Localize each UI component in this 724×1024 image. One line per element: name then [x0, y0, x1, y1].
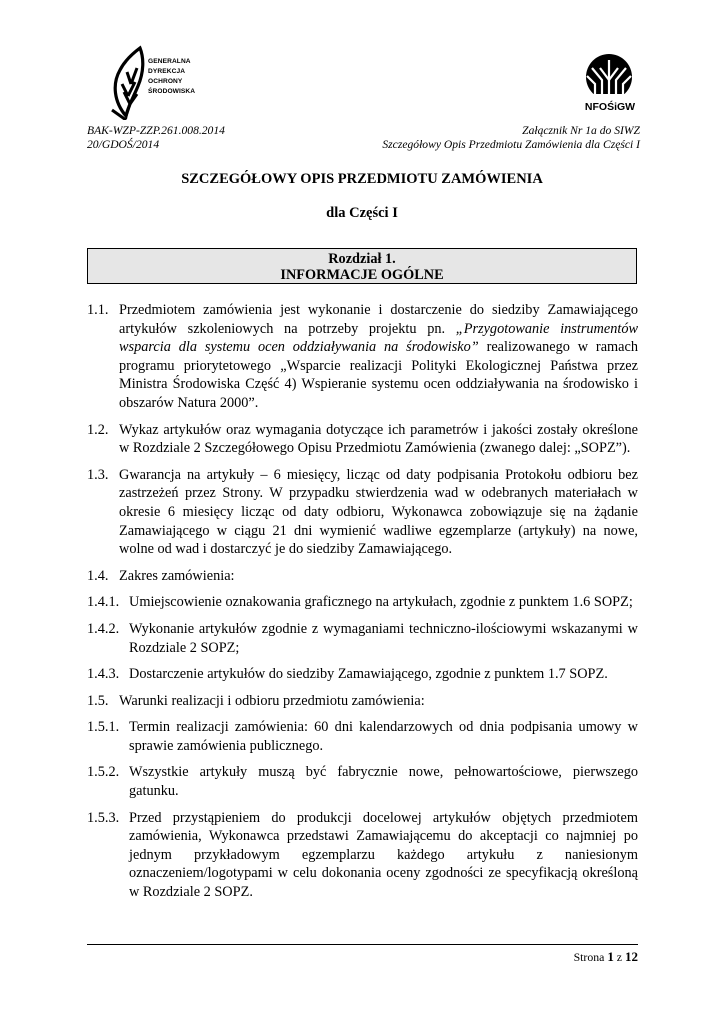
section-text: Zakres zamówienia:	[119, 567, 235, 584]
nfosigw-logo-text: NFOŚiGW	[584, 101, 636, 113]
section-number: 1.2.	[87, 421, 109, 438]
section-text: Warunki realizacji i odbioru przedmiotu zamówienia:	[119, 692, 425, 709]
section-number: 1.4.3.	[87, 666, 120, 683]
section-number: 1.5.	[87, 692, 109, 709]
section-1-5-2	[87, 763, 638, 800]
section-number: 1.5.1.	[87, 719, 120, 736]
section-text: Przed przystąpieniem do produkcji docelowej artykułów objętych przedmiotem zamówienia, Wykonawca przedstawi Zamawiającemu do akceptacji co najmniej po jednym przykładowym egzemplarzu każdego artykułu z naniesionym oznaczeniem/logotypami w celu dokonania oceny zgodności ze specyfikacją określoną w Rozdziale 2 SOPZ.	[129, 809, 638, 901]
page-of: z	[616, 950, 623, 964]
section-1-5	[87, 692, 638, 711]
section-number: 1.5.2.	[87, 764, 120, 781]
section-1-5-3	[87, 809, 638, 902]
section-1-5-1	[87, 718, 638, 755]
total-pages: 12	[625, 949, 638, 964]
header-reference	[87, 124, 225, 152]
chapter-title: INFORMACJE OGÓLNE	[280, 267, 444, 283]
section-text-part: realizowanego w ramach programu priorytetowego „Wsparcie realizacji Polityki Ekologicznej Państwa przez Ministra Środowiska Część 4) Wspieranie systemu ocen oddziaływania na środowisko i obszarów Natura 2000”.	[119, 339, 639, 411]
project-name: „Przygotowanie instrumentów wsparcia dla systemu ocen oddziaływania na środowisko”	[119, 320, 639, 356]
gdos-line-1: GENERALNA	[148, 58, 191, 65]
gdos-logo-text	[148, 57, 195, 97]
section-1-1	[87, 301, 638, 413]
section-1-4-3	[87, 665, 638, 684]
gdos-line-3: OCHRONY	[148, 78, 183, 85]
document-title: SZCZEGÓŁOWY OPIS PRZEDMIOTU ZAMÓWIENIA	[181, 171, 543, 187]
section-text: Dostarczenie artykułów do siedziby Zamawiającego, zgodnie z punktem 1.7 SOPZ.	[129, 666, 608, 683]
header-ref-line-1: BAK-WZP-ZZP.261.008.2014	[87, 124, 225, 137]
section-number: 1.1.	[87, 302, 109, 318]
nfosigw-logo	[578, 50, 640, 98]
section-text: Umiejscowienie oznakowania graficznego na artykułach, zgodnie z punktem 1.6 SOPZ;	[129, 594, 633, 611]
section-text: Termin realizacji zamówienia: 60 dni kalendarzowych od dnia podpisania umowy w sprawie zamówienia publicznego.	[129, 719, 638, 754]
current-page: 1	[607, 949, 614, 964]
section-text: Wszystkie artykuły muszą być fabrycznie nowe, pełnowartościowe, pierwszego gatunku.	[129, 764, 638, 800]
document-body	[87, 301, 638, 910]
chapter-number: Rozdział 1.	[328, 251, 396, 267]
document-subtitle: dla Części I	[326, 205, 398, 221]
section-1-4-2	[87, 620, 638, 657]
header-attachment-line-2: Szczegółowy Opis Przedmiotu Zamówienia dla Części I	[382, 138, 640, 151]
gdos-line-2: DYREKCJA	[148, 68, 186, 75]
section-number: 1.4.1.	[87, 594, 120, 611]
section-1-3	[87, 466, 638, 559]
section-text-part: Przedmiotem zamówienia jest wykonanie i dostarczenie do siedziby Zamawiającego artykułów szkoleniowych na potrzeby projektu pn.	[119, 302, 638, 337]
chapter-heading-box	[87, 248, 637, 284]
section-number: 1.3.	[87, 466, 109, 483]
section-text: Wykonanie artykułów zgodnie z wymaganiami techniczno-ilościowymi wskazanymi w Rozdziale 2 SOPZ;	[129, 620, 638, 656]
section-1-4	[87, 567, 638, 586]
page-label: Strona	[573, 950, 605, 964]
section-1-2	[87, 421, 638, 458]
header-attachment	[382, 124, 640, 152]
page-number	[574, 949, 638, 965]
section-text	[119, 301, 638, 413]
section-text: Wykaz artykułów oraz wymagania dotyczące ich parametrów i jakości zostały określone w Rozdziale 2 Szczegółowego Opisu Przedmiotu Zamówienia (zwanego dalej: „SOPZ”).	[119, 421, 638, 457]
gdos-line-4: ŚRODOWISKA	[148, 88, 196, 95]
section-text: Gwarancja na artykuły – 6 miesięcy, licząc od daty podpisania Protokołu odbioru bez zastrzeżeń przez Strony. W przypadku stwierdzenia wad w odebranych materiałach w okresie 6 miesięcy licząc od daty odbioru, Wykonawca zobowiązuje się na żądanie Zamawiającego w ciągu 21 dni wymienić wadliwe egzemplarze (artykuły) na nowe, wolne od wad i dostarczyć je do siedziby Zamawiającego.	[119, 466, 638, 558]
section-1-4-1	[87, 593, 638, 612]
section-number: 1.5.3.	[87, 809, 120, 826]
header-attachment-line-1: Załącznik Nr 1a do SIWZ	[522, 124, 640, 137]
section-number: 1.4.	[87, 567, 109, 584]
header-ref-line-2: 20/GDOŚ/2014	[87, 138, 160, 151]
footer-divider	[87, 944, 638, 945]
section-number: 1.4.2.	[87, 620, 120, 637]
